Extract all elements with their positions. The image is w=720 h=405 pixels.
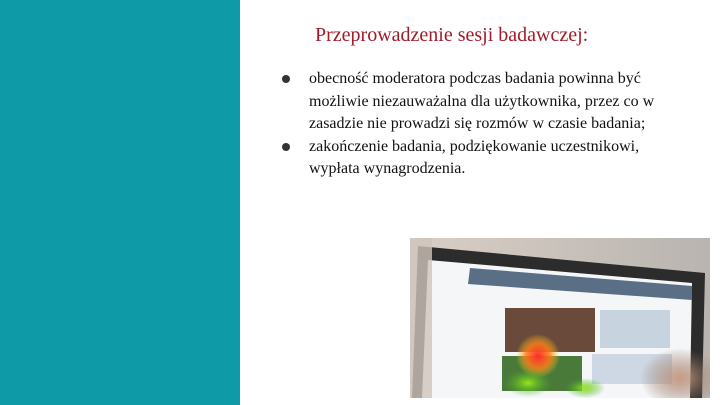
side-accent-panel	[0, 0, 240, 405]
bullet-dot-icon	[282, 75, 290, 83]
heatmap-monitor-photo-icon	[410, 238, 710, 398]
heatmap-monitor-photo	[410, 238, 710, 398]
bullet-dot-icon	[282, 143, 290, 151]
bullet-text: zakończenie badania, podziękowanie uczestnikowi, wypłata wynagrodzenia.	[309, 137, 640, 177]
bullet-list	[282, 68, 692, 181]
slide-title: Przeprowadzenie sesji badawczej:	[315, 24, 589, 46]
bullet-text: obecność moderatora podczas badania powinna być możliwie niezauważalna dla użytkownika, przez co w zasadzie nie prowadzi się rozmów w czasie badania;	[309, 70, 655, 132]
bullet-item-ending	[282, 136, 692, 181]
bullet-item-moderator	[282, 68, 692, 136]
